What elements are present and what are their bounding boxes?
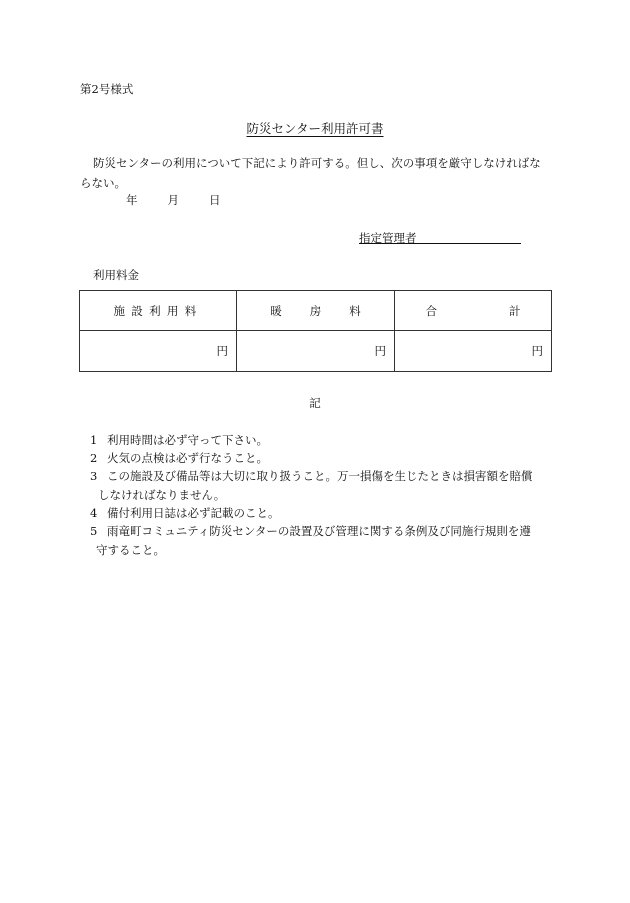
- intro-line-2: らない。: [80, 176, 126, 190]
- note-number: 5: [90, 524, 98, 538]
- date-day-label: 日: [209, 193, 221, 207]
- note-number: 4: [90, 506, 98, 520]
- facility-fee-cell: 円: [80, 331, 237, 372]
- note-number: 2: [90, 451, 98, 465]
- note-text: この施設及び備品等は大切に取り扱うこと。万一損傷を生じたときは損害額を賠償: [107, 469, 533, 483]
- fee-table-value-row: [80, 331, 552, 372]
- date-year-label: 年: [126, 193, 138, 207]
- notes-heading: 記: [309, 396, 321, 410]
- date-line: [126, 192, 221, 208]
- header-heating-char-2: 房: [309, 303, 322, 318]
- header-facility-fee: 施設利用料: [80, 291, 237, 331]
- note-item: [90, 450, 268, 466]
- header-heating-char-3: 料: [349, 303, 361, 318]
- note-item: [90, 523, 531, 539]
- date-month-label: 月: [167, 193, 179, 207]
- note-text: 火気の点検は必ず行なうこと。: [107, 451, 268, 465]
- header-total-char-1: 合: [425, 303, 437, 318]
- header-total: [395, 291, 552, 331]
- manager-signature-line: [359, 243, 521, 244]
- intro-line-1: 防災センターの利用について下記により許可する。但し、次の事項を厳守しなければな: [93, 156, 541, 170]
- heating-fee-cell: 円: [237, 331, 395, 372]
- note-number: 3: [90, 469, 98, 483]
- header-heating-fee: [237, 291, 395, 331]
- note-number: 1: [90, 433, 98, 447]
- note-text: 雨竜町コミュニティ防災センターの設置及び管理に関する条例及び同施行規則を遵: [107, 524, 531, 538]
- form-number: 第2号様式: [80, 82, 134, 96]
- note-text-continuation: しなければなりません。: [98, 488, 226, 502]
- fee-table: [79, 290, 552, 372]
- note-item: [90, 432, 268, 448]
- header-total-char-2: 計: [509, 303, 521, 318]
- note-text: 備付利用日誌は必ず記載のこと。: [107, 506, 280, 520]
- note-item: [90, 468, 533, 484]
- manager-label: 指定管理者: [359, 231, 417, 245]
- fee-section-label: 利用料金: [93, 268, 139, 282]
- document-title: [0, 119, 630, 137]
- note-item: [90, 505, 280, 521]
- header-heating-char-1: 暖: [270, 303, 282, 318]
- fee-table-header-row: [80, 291, 552, 331]
- note-text-continuation: 守すること。: [96, 543, 165, 557]
- total-fee-cell: 円: [395, 331, 552, 372]
- document-title-text: 防災センター利用許可書: [246, 121, 384, 136]
- note-text: 利用時間は必ず守って下さい。: [107, 433, 268, 447]
